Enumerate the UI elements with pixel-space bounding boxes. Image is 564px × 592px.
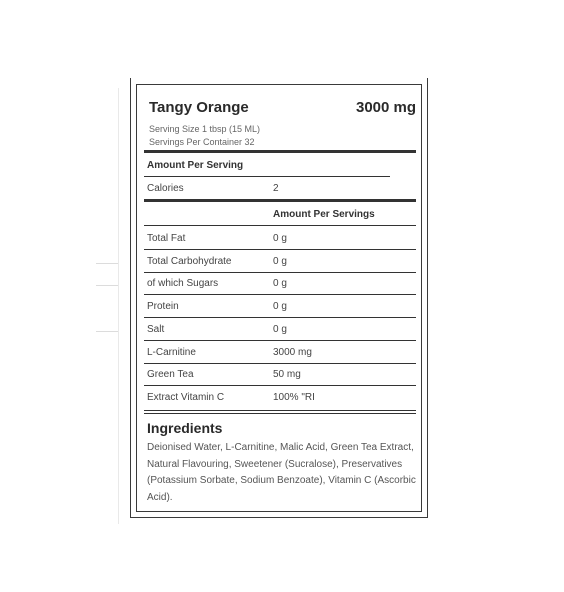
nutrient-value: 0 g (273, 301, 287, 313)
row-divider (144, 317, 416, 318)
nutrient-label: Salt (147, 323, 165, 335)
divider (144, 410, 416, 411)
guide-line (118, 88, 119, 524)
divider-thick (144, 199, 416, 202)
divider (144, 413, 416, 414)
nutrient-label: Extract Vitamin C (147, 391, 225, 403)
ingredients-text: Deionised Water, L-Carnitine, Malic Acid, Green Tea Extract, Natural Flavouring, Sweetener (Sucralose), Preservatives (Potassium Sorbate, Sodium Benzoate), Vitamin C (Ascorbic Acid). (147, 442, 416, 503)
divider (144, 176, 390, 177)
divider (144, 225, 416, 226)
divider-thick (144, 150, 416, 153)
nutrient-value: 0 g (273, 278, 287, 290)
row-divider (144, 272, 416, 273)
nutrient-label: Total Fat (147, 233, 186, 244)
calories-label: Calories (147, 183, 184, 194)
nutrient-value: 0 g (273, 323, 287, 335)
nutrient-label: Green Tea (147, 369, 194, 381)
nutrient-value: 0 g (273, 255, 287, 267)
servings-per-container: Servings Per Container 32 (149, 137, 255, 147)
nutrient-value: 50 mg (273, 369, 301, 381)
guide-line (96, 263, 118, 264)
row-divider (144, 363, 416, 364)
row-divider (144, 340, 416, 341)
row-divider (144, 294, 416, 295)
row-divider (144, 385, 416, 386)
nutrient-label: L-Carnitine (147, 346, 196, 358)
ingredients-title: Ingredients (147, 420, 223, 436)
product-amount: 3000 mg (356, 99, 417, 116)
row-divider (144, 249, 416, 250)
nutrient-label: of which Sugars (147, 278, 219, 290)
calories-value: 2 (273, 183, 279, 194)
nutrient-label: Total Carbohydrate (147, 255, 232, 267)
nutrient-label: Protein (147, 301, 179, 313)
nutrient-value: 3000 mg (273, 346, 312, 358)
guide-line (96, 331, 118, 332)
serving-size: Serving Size 1 tbsp (15 ML) (149, 124, 261, 134)
amount-per-serving-heading: Amount Per Serving (147, 160, 244, 171)
nutrient-value: 0 g (273, 233, 287, 244)
nutrient-value: 100% "RI (273, 391, 315, 403)
guide-line (96, 285, 118, 286)
amount-per-servings-heading: Amount Per Servings (273, 209, 375, 220)
product-name: Tangy Orange (149, 99, 249, 116)
